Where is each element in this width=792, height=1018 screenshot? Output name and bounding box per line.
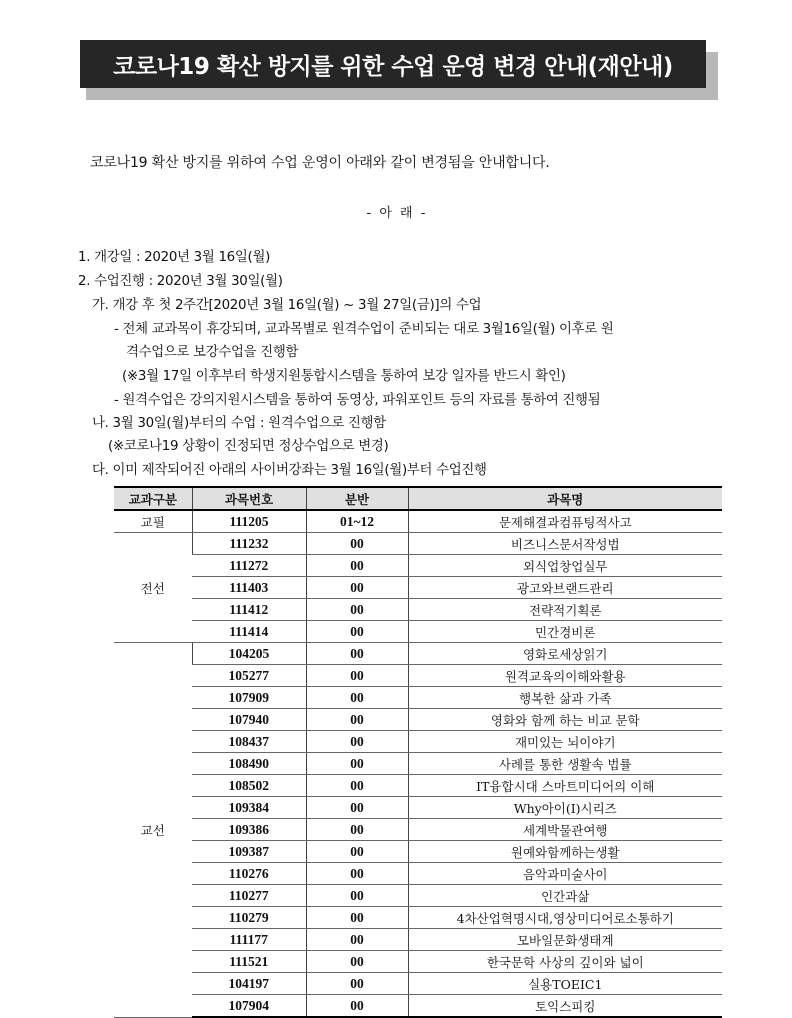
course-name-cell: Why아이(I)시리즈 (408, 797, 722, 819)
section-cell: 01~12 (306, 510, 408, 533)
course-code-cell: 109384 (192, 797, 306, 819)
item-ga-dash2: - 원격수업은 강의지원시스템을 통하여 동영상, 파워포인트 등의 자료를 통하여 진행됨 (114, 393, 601, 408)
section-cell: 00 (306, 929, 408, 951)
course-code-cell: 111521 (192, 951, 306, 973)
course-name-cell: 민간경비론 (408, 621, 722, 643)
course-code-cell: 105277 (192, 665, 306, 687)
table-row (114, 753, 722, 775)
table-row (114, 797, 722, 819)
section-cell: 00 (306, 973, 408, 995)
intro-text: 코로나19 확산 방지를 위하여 수업 운영이 아래와 같이 변경됨을 안내합니다. (90, 155, 550, 171)
course-name-cell: 재미있는 뇌이야기 (408, 731, 722, 753)
course-code-cell: 111414 (192, 621, 306, 643)
course-name-cell: 한국문학 사상의 깊이와 넓이 (408, 951, 722, 973)
course-name-cell: 행복한 삶과 가족 (408, 687, 722, 709)
course-name-cell: IT융합시대 스마트미디어의 이해 (408, 775, 722, 797)
course-code-cell: 111232 (192, 533, 306, 555)
course-name-cell: 실용TOEIC1 (408, 973, 722, 995)
course-name-cell: 모바일문화생태계 (408, 929, 722, 951)
section-cell: 00 (306, 995, 408, 1018)
item-start-date: 1. 개강일 : 2020년 3월 16일(월) (78, 250, 271, 265)
section-cell: 00 (306, 819, 408, 841)
section-cell: 00 (306, 885, 408, 907)
table-row (114, 665, 722, 687)
table-row (114, 863, 722, 885)
section-cell: 00 (306, 775, 408, 797)
course-code-cell: 110276 (192, 863, 306, 885)
section-cell: 00 (306, 951, 408, 973)
section-cell: 00 (306, 731, 408, 753)
table-row (114, 731, 722, 753)
course-code-cell: 110277 (192, 885, 306, 907)
item-da: 다. 이미 제작되어진 아래의 사이버강좌는 3월 16일(월)부터 수업진행 (92, 463, 487, 478)
section-cell: 00 (306, 709, 408, 731)
table-header-row (114, 487, 722, 510)
item-na-note: (※코로나19 상황이 진정되면 정상수업으로 변경) (108, 439, 389, 454)
course-code-cell: 109387 (192, 841, 306, 863)
header-course-code: 과목번호 (192, 487, 306, 510)
table-row (114, 510, 722, 533)
category-cell: 교필 (114, 510, 192, 533)
table-row (114, 577, 722, 599)
table-row (114, 951, 722, 973)
section-cell: 00 (306, 797, 408, 819)
course-name-cell: 4차산업혁명시대,영상미디어로소통하기 (408, 907, 722, 929)
course-name-cell: 토익스피킹 (408, 995, 722, 1018)
course-name-cell: 외식업창업실무 (408, 555, 722, 577)
below-marker: - 아 래 - (366, 206, 426, 221)
course-code-cell: 111412 (192, 599, 306, 621)
table-row (114, 643, 722, 665)
course-code-cell: 111205 (192, 510, 306, 533)
course-code-cell: 107909 (192, 687, 306, 709)
item-na: 나. 3월 30일(월)부터의 수업 : 원격수업으로 진행함 (92, 416, 386, 431)
table-row (114, 555, 722, 577)
section-cell: 00 (306, 577, 408, 599)
course-code-cell: 104205 (192, 643, 306, 665)
course-code-cell: 107904 (192, 995, 306, 1018)
course-code-cell: 111272 (192, 555, 306, 577)
course-name-cell: 사례를 통한 생활속 법률 (408, 753, 722, 775)
course-code-cell: 107940 (192, 709, 306, 731)
item-ga-dash1-cont: 격수업으로 보강수업을 진행함 (126, 345, 299, 360)
course-name-cell: 영화와 함께 하는 비교 문학 (408, 709, 722, 731)
item-class-progress: 2. 수업진행 : 2020년 3월 30일(월) (78, 274, 283, 289)
section-cell: 00 (306, 753, 408, 775)
table-row (114, 687, 722, 709)
course-name-cell: 전략적기획론 (408, 599, 722, 621)
table-row (114, 533, 722, 555)
course-name-cell: 영화로세상읽기 (408, 643, 722, 665)
section-cell: 00 (306, 555, 408, 577)
table-row (114, 621, 722, 643)
course-code-cell: 111403 (192, 577, 306, 599)
course-name-cell: 음악과미술사이 (408, 863, 722, 885)
course-code-cell: 104197 (192, 973, 306, 995)
section-cell: 00 (306, 863, 408, 885)
table-row (114, 819, 722, 841)
item-ga-dash1: - 전체 교과목이 휴강되며, 교과목별로 원격수업이 준비되는 대로 3월16일(월) 이후로 원 (114, 322, 614, 337)
category-cell: 교선 (114, 643, 192, 1018)
course-name-cell: 원격교육의이해와활용 (408, 665, 722, 687)
section-cell: 00 (306, 621, 408, 643)
course-code-cell: 111177 (192, 929, 306, 951)
section-cell: 00 (306, 841, 408, 863)
course-code-cell: 108437 (192, 731, 306, 753)
section-cell: 00 (306, 599, 408, 621)
table-row (114, 995, 722, 1018)
course-name-cell: 세계박물관여행 (408, 819, 722, 841)
course-name-cell: 광고와브랜드관리 (408, 577, 722, 599)
table-row (114, 599, 722, 621)
table-row (114, 973, 722, 995)
course-code-cell: 110279 (192, 907, 306, 929)
table-row (114, 709, 722, 731)
table-body (114, 510, 722, 1017)
header-course-name: 과목명 (408, 487, 722, 510)
header-category: 교과구분 (114, 487, 192, 510)
title-banner (80, 40, 720, 100)
course-name-cell: 원예와함께하는생활 (408, 841, 722, 863)
section-cell: 00 (306, 907, 408, 929)
course-code-cell: 108490 (192, 753, 306, 775)
table-row (114, 841, 722, 863)
header-section: 분반 (306, 487, 408, 510)
course-code-cell: 109386 (192, 819, 306, 841)
section-cell: 00 (306, 665, 408, 687)
category-cell: 전선 (114, 533, 192, 643)
course-name-cell: 비즈니스문서작성법 (408, 533, 722, 555)
section-cell: 00 (306, 643, 408, 665)
table-row (114, 775, 722, 797)
table-row (114, 885, 722, 907)
table-row (114, 929, 722, 951)
course-code-cell: 108502 (192, 775, 306, 797)
page-title: 코로나19 확산 방지를 위한 수업 운영 변경 안내(재안내) (80, 40, 706, 88)
table-row (114, 907, 722, 929)
course-name-cell: 문제해결과컴퓨팅적사고 (408, 510, 722, 533)
item-ga: 가. 개강 후 첫 2주간[2020년 3월 16일(월) ~ 3월 27일(금)]의 수업 (92, 298, 482, 313)
section-cell: 00 (306, 687, 408, 709)
course-table (114, 486, 722, 1018)
section-cell: 00 (306, 533, 408, 555)
course-name-cell: 인간과삶 (408, 885, 722, 907)
item-ga-note: (※3월 17일 이후부터 학생지원통합시스템을 통하여 보강 일자를 반드시 확인) (122, 369, 566, 384)
